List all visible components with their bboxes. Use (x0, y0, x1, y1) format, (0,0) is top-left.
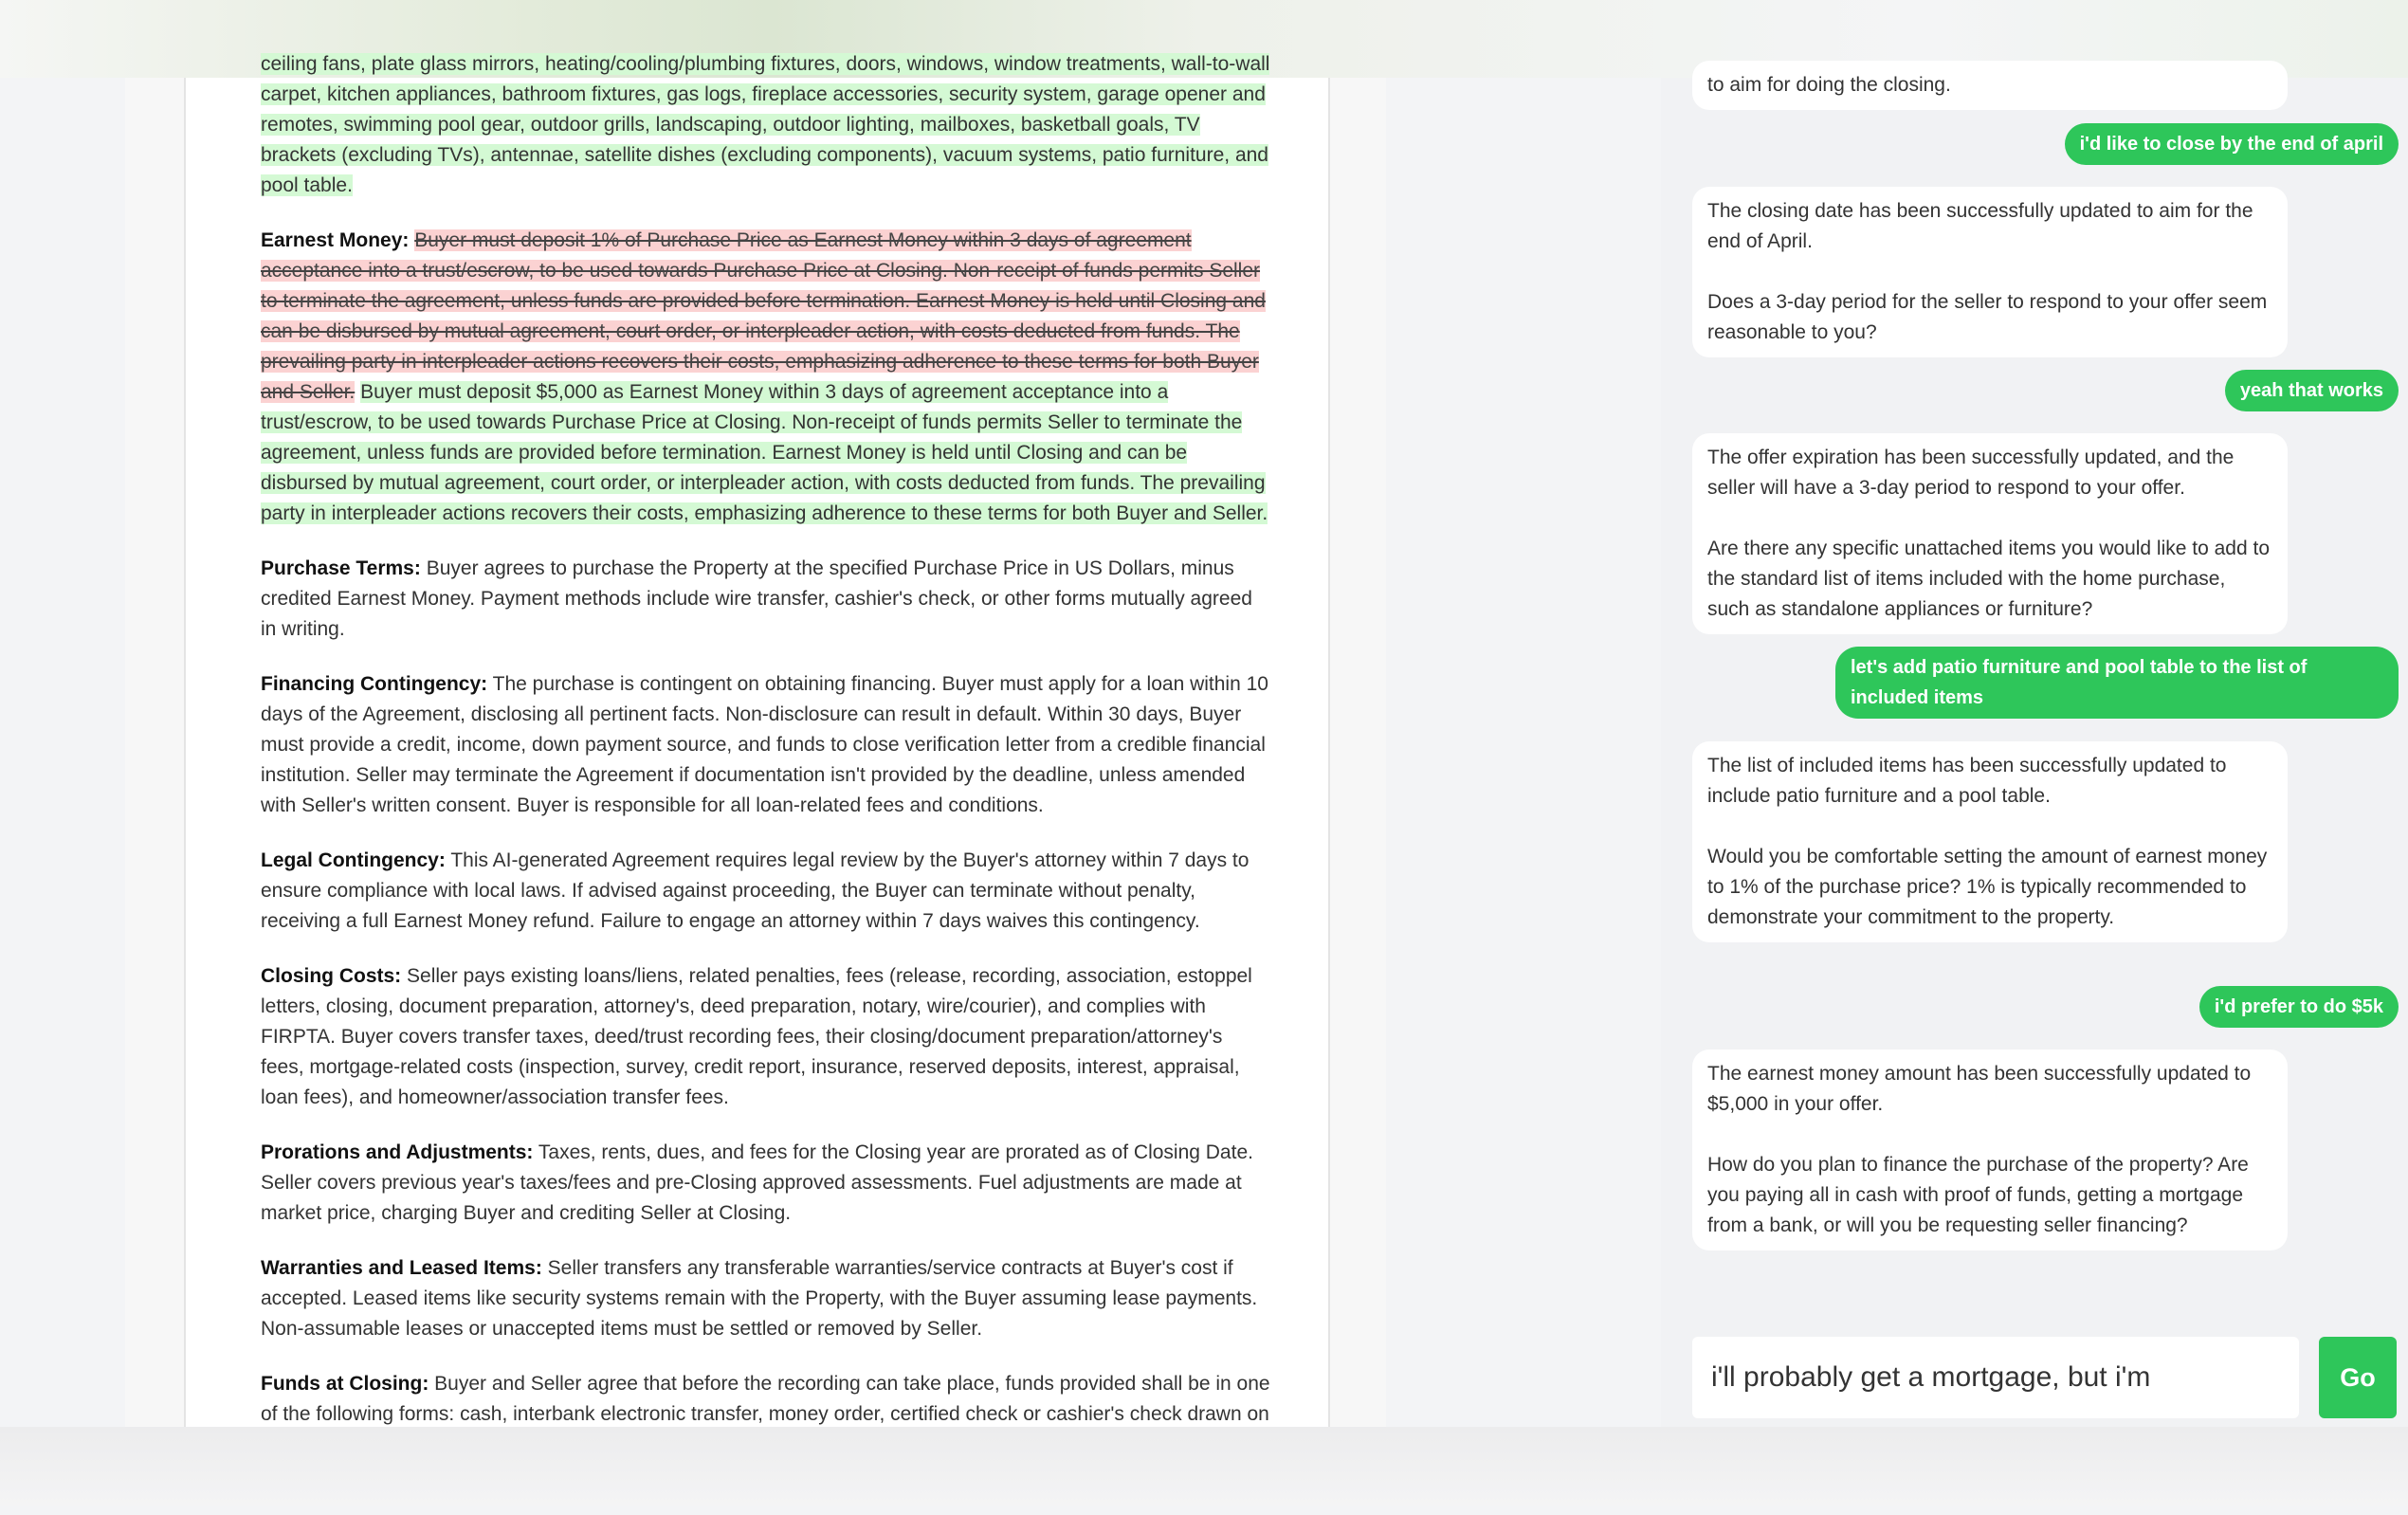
section-body: Buyer agrees to purchase the Property at the specified Purchase Price in US Dollars, minus credited Earnest Money. Payment methods include wire transfer, cashier's check, or other forms mutually agreed in writing. (261, 557, 1252, 640)
message-text: yeah that works (2239, 380, 2383, 401)
message-text: Does a 3-day period for the seller to respond to your offer seem reasonable to you? (1707, 291, 2268, 343)
section-paragraph (261, 554, 1270, 645)
message-text: The earnest money amount has been successfully updated to $5,000 in your offer. (1707, 1063, 2252, 1115)
message-text: i'd like to close by the end of april (2079, 134, 2383, 155)
section-body: The purchase is contingent on obtaining financing. Buyer must apply for a loan within 10 days of the Agreement, disclosing all pertinent facts. Non-disclosure can result in default. Within 30 days, Buyer must provide a credit, income, down payment source, and funds to close verification letter from a credible financial institution. Seller may terminate the Agreement if documentation isn't provided by the deadline, unless amended with Seller's written consent. Buyer is responsible for all loan-related fees and conditions. (261, 673, 1268, 816)
paragraph-gap (1707, 1120, 2272, 1150)
message-text: The closing date has been successfully updated to aim for the end of April. (1707, 200, 2253, 252)
assistant-message (1692, 1050, 2288, 1250)
earnest-money-paragraph (261, 226, 1270, 529)
inserted-text: ceiling fans, plate glass mirrors, heating/cooling/plumbing fixtures, doors, windows, window treatments, wall-to-wall carpet, kitchen appliances, bathroom fixtures, gas logs, fireplace accessories, security system, garage opener and remotes, swimming pool gear, outdoor grills, landscaping, outdoor lighting, mailboxes, basketball goals, TV brackets (excluding TVs), antennae, satellite dishes (excluding components), vacuum systems, patio furniture, and pool table. (261, 53, 1270, 196)
user-message (2225, 370, 2399, 411)
section-heading: Financing Contingency: (261, 673, 488, 695)
section-paragraph (261, 846, 1270, 937)
message-text: Would you be comfortable setting the amount of earnest money to 1% of the purchase price? 1% is typically recommended to demonstrate your commitment to the property. (1707, 846, 2268, 928)
section-paragraph (261, 669, 1270, 821)
deleted-text: Buyer must deposit 1% of Purchase Price as Earnest Money within 3 days of agreement acceptance into a trust/escrow, to be used towards Purchase Price at Closing. Non-receipt of funds permits Seller to terminate the agreement, unless funds are provided before termination. Earnest Money is held until Closing and can be disbursed by mutual agreement, court order, or interpleader action, with costs deducted from funds. The prevailing party in interpleader actions recovers their costs, emphasizing adherence to these terms for both Buyer and Seller. (261, 229, 1266, 403)
section-paragraph (261, 1253, 1270, 1344)
section-paragraph (261, 1138, 1270, 1229)
section-body: Seller transfers any transferable warranties/service contracts at Buyer's cost if accepted. Leased items like security systems remain with the Property, with the Buyer assuming lease payments. Non-assumable leases or unaccepted items must be settled or removed by Seller. (261, 1257, 1258, 1340)
section-body: Taxes, rents, dues, and fees for the Closing year are prorated as of Closing Date. Seller covers previous year's taxes/fees and pre-Closing approved assessments. Fuel adjustments are made at market price, charging Buyer and crediting Seller at Closing. (261, 1141, 1253, 1224)
user-message (1835, 647, 2399, 719)
section-heading: Purchase Terms: (261, 557, 421, 579)
section-body: Buyer and Seller agree that before the recording can take place, funds provided shall be in one of the following forms: cash, interbank electronic transfer, money order, certified check or cashier's check drawn on (261, 1373, 1270, 1425)
section-heading: Earnest Money: (261, 229, 410, 251)
user-message (2199, 986, 2399, 1028)
inserted-text: Buyer must deposit $5,000 as Earnest Money within 3 days of agreement acceptance into a trust/escrow, to be used towards Purchase Price at Closing. Non-receipt of funds permits Seller to terminate the agreement, unless funds are provided before termination. Earnest Money is held until Closing and can be disbursed by mutual agreement, court order, or interpleader action, with costs deducted from funds. The prevailing party in interpleader actions recovers their costs, emphasizing adherence to these terms for both Buyer and Seller. (261, 381, 1268, 524)
document-page (184, 53, 1330, 1427)
section-body: Seller pays existing loans/liens, related penalties, fees (release, recording, association, estoppel letters, closing, document preparation, attorney's, deed preparation, notary, wire/courier), and complies with FIRPTA. Buyer covers transfer taxes, deed/trust recording fees, their closing/document preparation/attorney's fees, mortgage-related costs (inspection, survey, credit report, insurance, reserved deposits, interest, appraisal, loan fees), and homeowner/association transfer fees. (261, 965, 1252, 1108)
assistant-message (1692, 187, 2288, 357)
paragraph-gap (1707, 257, 2272, 287)
chat-messages[interactable] (1661, 74, 2408, 1310)
document-viewer[interactable] (125, 53, 1386, 1427)
message-text: Are there any specific unattached items you would like to add to the standard list of items included with the home purchase, such as standalone appliances or furniture? (1707, 538, 2271, 620)
paragraph-gap (1707, 503, 2272, 534)
message-text: let's add patio furniture and pool table to the list of included items (1851, 657, 2308, 708)
section-heading: Warranties and Leased Items: (261, 1257, 542, 1279)
section-heading: Legal Contingency: (261, 849, 446, 871)
assistant-message (1692, 433, 2288, 634)
chat-panel (1661, 74, 2408, 1427)
user-message (2065, 123, 2399, 165)
message-text: The list of included items has been successfully updated to include patio furniture and a pool table. (1707, 755, 2227, 807)
included-items-paragraph (261, 49, 1270, 201)
bottom-bar (0, 1427, 2408, 1506)
section-paragraph (261, 961, 1270, 1113)
section-heading: Funds at Closing: (261, 1373, 429, 1395)
message-text: The offer expiration has been successfully updated, and the seller will have a 3-day period to respond to your offer. (1707, 447, 2235, 499)
document-content (261, 49, 1270, 1515)
paragraph-gap (1707, 812, 2272, 842)
go-button[interactable]: Go (2319, 1337, 2397, 1418)
section-body: This AI-generated Agreement requires legal review by the Buyer's attorney within 7 days to ensure compliance with local laws. If advised against proceeding, the Buyer can terminate without penalty, receiving a full Earnest Money refund. Failure to engage an attorney within 7 days waives this contingency. (261, 849, 1250, 932)
section-heading: Closing Costs: (261, 965, 402, 987)
section-heading: Prorations and Adjustments: (261, 1141, 534, 1163)
assistant-message (1692, 61, 2288, 110)
message-text: to aim for doing the closing. (1707, 74, 1951, 96)
assistant-message (1692, 741, 2288, 942)
message-text: How do you plan to finance the purchase of the property? Are you paying all in cash with proof of funds, getting a mortgage from a bank, or will you be requesting seller financing? (1707, 1154, 2249, 1236)
chat-input[interactable] (1692, 1337, 2299, 1418)
message-text: i'd prefer to do $5k (2214, 996, 2383, 1017)
